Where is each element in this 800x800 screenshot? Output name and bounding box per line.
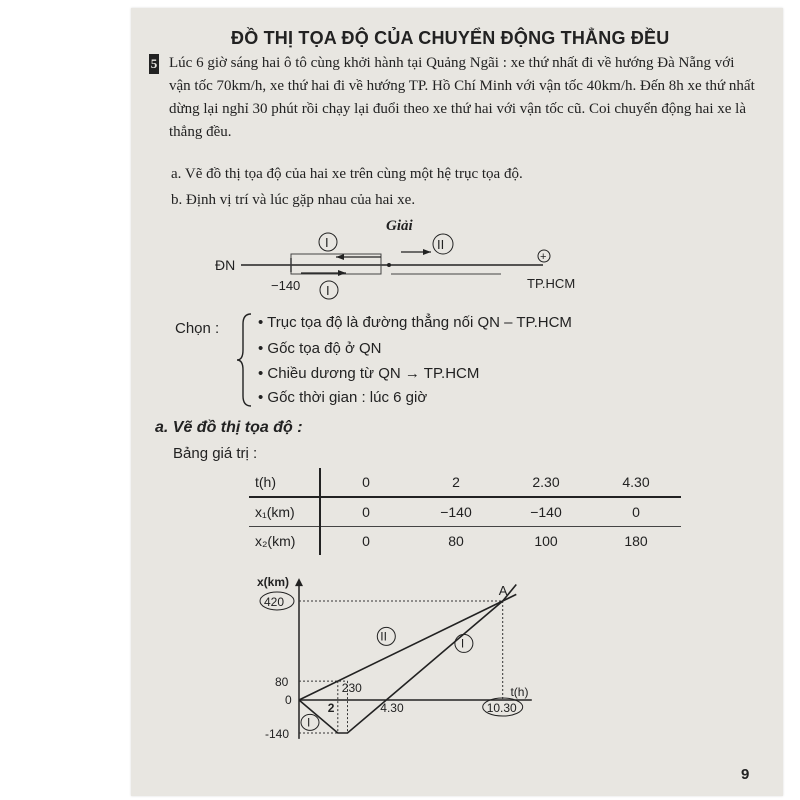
series-label-I: I bbox=[460, 636, 465, 651]
table-cell: 0 bbox=[320, 497, 411, 527]
x-axis-label: t(h) bbox=[510, 685, 529, 699]
route-right-label: TP.HCM bbox=[527, 276, 576, 291]
book-page bbox=[131, 8, 783, 796]
table-cell: −140 bbox=[411, 497, 501, 527]
solution-label: Giải bbox=[386, 218, 413, 234]
car1-label-top: I bbox=[325, 235, 329, 250]
table-cell: 0 bbox=[320, 468, 411, 497]
meeting-point-label: A bbox=[498, 583, 508, 599]
tick-label-420: 420 bbox=[264, 595, 285, 610]
choose-brace bbox=[235, 312, 255, 408]
route-left-label: ĐN bbox=[215, 257, 236, 273]
table-row-head: x₁(km) bbox=[249, 497, 320, 527]
series-label-II: II bbox=[380, 629, 387, 644]
tick-label-t2: 2 bbox=[327, 701, 335, 715]
y-axis-arrow bbox=[295, 578, 303, 586]
y-axis-label: x(km) bbox=[257, 575, 290, 590]
route-tick-label: −140 bbox=[271, 278, 301, 293]
table-cell: 0 bbox=[362, 533, 370, 549]
tick-label-t230: 230 bbox=[341, 681, 362, 695]
table-row bbox=[249, 527, 681, 556]
table-cell: 2 bbox=[411, 468, 501, 497]
page-number: 9 bbox=[741, 766, 750, 783]
tick-label-t1030: 10.30 bbox=[486, 701, 517, 715]
table-row-head: t(h) bbox=[249, 468, 320, 497]
choose-item-axis: • Trục tọa độ là đường thẳng nối QN – TP.HCM bbox=[258, 314, 572, 331]
choose-item-origin: • Gốc tọa độ ở QN bbox=[258, 340, 382, 357]
tick-label-t430: 4.30 bbox=[380, 701, 404, 715]
table-cell: 100 bbox=[534, 533, 558, 549]
table-cell: 4.30 bbox=[591, 468, 681, 497]
choose-item-time: • Gốc thời gian : lúc 6 giờ bbox=[258, 389, 428, 406]
tick-label-minus140: -140 bbox=[265, 726, 290, 741]
car1-label-bottom: I bbox=[326, 283, 330, 298]
series-label-I-lower: I bbox=[307, 715, 311, 730]
positive-sign: + bbox=[540, 251, 547, 263]
origin-dot bbox=[387, 263, 391, 267]
table-title: Bảng giá trị : bbox=[173, 445, 258, 462]
choose-item-direction: • Chiều dương từ QN → TP.HCM bbox=[258, 365, 480, 382]
tick-label-80: 80 bbox=[275, 675, 289, 690]
values-table bbox=[249, 468, 681, 555]
table-row bbox=[249, 468, 681, 497]
table-row bbox=[249, 497, 681, 527]
part-a-question: a. Vẽ đồ thị tọa độ của hai xe trên cùng một hệ trục tọa độ. bbox=[171, 166, 523, 182]
problem-number-badge: 5 bbox=[149, 54, 159, 74]
table-cell: −140 bbox=[501, 497, 591, 527]
tick-label-0: 0 bbox=[285, 693, 292, 707]
car2-label: II bbox=[437, 237, 445, 252]
part-b-question: b. Định vị trí và lúc gặp nhau của hai xe. bbox=[171, 192, 416, 208]
position-time-graph bbox=[131, 563, 783, 763]
table-cell: 0 bbox=[591, 497, 681, 527]
table-row-head: x₂(km) bbox=[249, 527, 320, 556]
series-line-II bbox=[299, 594, 516, 700]
section-a-title: a. Vẽ đồ thị tọa độ : bbox=[155, 419, 303, 436]
problem-text: Lúc 6 giờ sáng hai ô tô cùng khởi hành tại Quảng Ngãi : xe thứ nhất đi về hướng Đà Nẵng với vận tốc 70km/h, xe thứ hai đi về hướng TP. Hồ Chí Minh với vận tốc 40km/h. Đến 8h xe thứ nhất dừng lại nghỉ 30 phút rồi chạy lại đuổi theo xe thứ hai với vận tốc cũ. Coi chuyển động hai xe là thẳng đều. bbox=[169, 55, 755, 140]
table-cell: 180 bbox=[624, 533, 648, 549]
route-diagram bbox=[131, 230, 783, 300]
choose-label: Chọn : bbox=[175, 320, 220, 337]
table-cell: 2.30 bbox=[501, 468, 591, 497]
table-cell: 80 bbox=[448, 533, 464, 549]
page-title: ĐỒ THỊ TỌA ĐỘ CỦA CHUYỂN ĐỘNG THẲNG ĐỀU bbox=[231, 28, 670, 48]
